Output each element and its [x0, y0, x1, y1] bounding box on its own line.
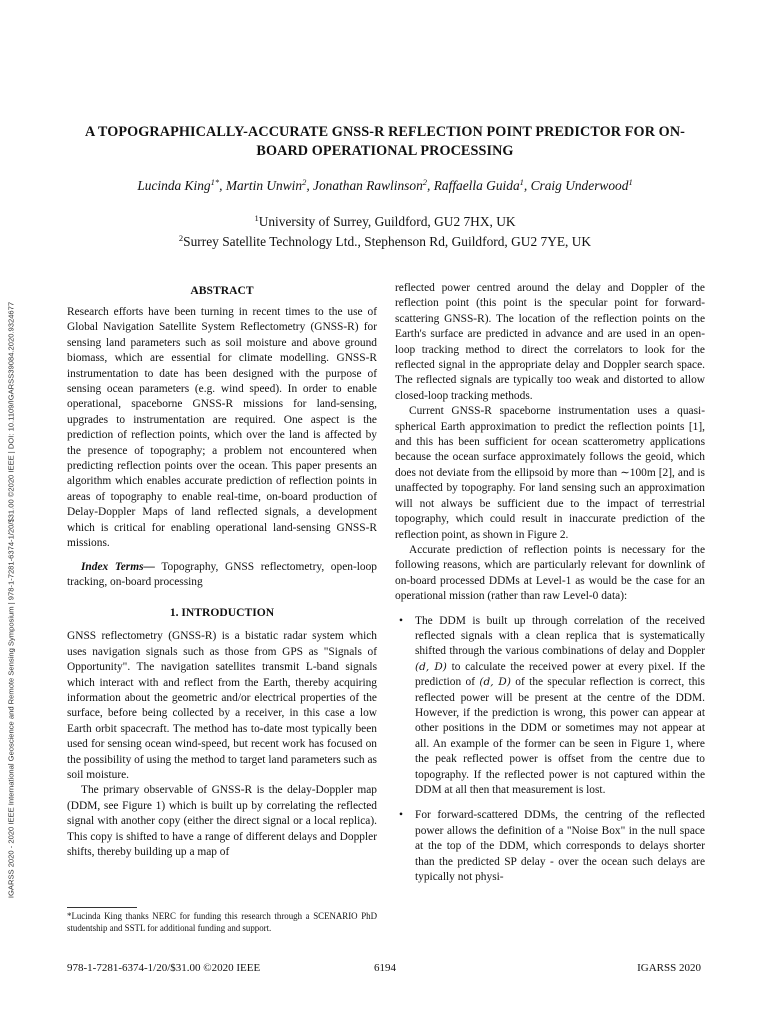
intro-paragraph-1: GNSS reflectometry (GNSS-R) is a bistatic radar system which uses navigation signals such as those from GPS as "Signals of Opportunity". The navigation satellites transmit L-band signals which interact with and reflect from the Earth, thereby acquiring information about the geometric and/or electrical properties of the surface, before being collected by a receiver, in this case a low Earth orbit spacecraft. The method has to-date most typically been used for sensing ocean wind-speed, but recent work has focused on the possibility of using the method to target land parameters such as soil moisture. [67, 630, 377, 781]
side-identifier-text: IGARSS 2020 - 2020 IEEE International Geoscience and Remote Sensing Symposium | 978-1-7281-6374-1/20/$31.00 ©2020 IEEE | DOI: 10.1109/IGARSS39084.2020.9324677 [6, 301, 16, 899]
list-item [395, 614, 705, 799]
right-column [395, 284, 705, 895]
math-expression: (d, D) [415, 660, 447, 673]
index-terms-label: Index Terms— [81, 560, 155, 573]
author-affiliation-mark: 1 [628, 177, 633, 187]
left-column [67, 284, 377, 860]
bullet-icon: • [399, 809, 403, 822]
paper-title: A TOPOGRAPHICALLY-ACCURATE GNSS-R REFLECTION POINT PREDICTOR FOR ON-BOARD OPERATIONAL PROCESSING [84, 124, 685, 159]
affiliation-mark: 2 [178, 233, 184, 243]
side-identifier-strip [3, 220, 19, 980]
affiliation-text: Surrey Satellite Technology Ltd., Stephenson Rd, Guildford, GU2 7YE, UK [183, 234, 592, 249]
list-item [395, 808, 705, 885]
author-affiliation-mark: 2 [422, 177, 428, 187]
author-list: Lucinda King$^{1*}$, Martin Unwin$^2$, Jonathan Rawlinson$^2$, Raffaella Guida$^1$, Craig Underwood$^1$ [137, 177, 633, 193]
right-paragraph-3: Accurate prediction of reflection points is necessary for the following reasons, which are particularly relevant for downlink of on-board processed DDMs at Level-1 as would be the case for an operational mission (rather than raw Level-0 data): [395, 543, 705, 603]
intro-paragraph-2: The primary observable of GNSS-R is the delay-Doppler map (DDM, see Figure 1) which is built up by correlating the reflected signal with another copy (either the direct signal or a local replica). This copy is shifted to have a range of different delays and Doppler shifts, thereby building up a map of [67, 784, 377, 858]
affiliation-1 [70, 213, 700, 230]
page-number: 6194 [374, 962, 396, 974]
math-expression: (d, D) [479, 676, 511, 689]
author-name: Martin Unwin [225, 178, 303, 193]
abstract-heading: ABSTRACT [190, 284, 254, 297]
bullet-text-part: The DDM is built up through correlation of the received reflected signals with a clean replica that is systematically shifted through the various combinations of delay and Doppler [415, 614, 705, 658]
bullet-text-part: to calculate the received power at every pixel. If the prediction of [415, 660, 705, 689]
bullet-text [415, 614, 705, 799]
bullet-text: For forward-scattered DDMs, the centring of the reflected power allows the definition of a "Noise Box" in the null space at the top of the DDM, which corresponds to delays shorter than the predicted SP delay - over the ocean such delays are typically not physi- [415, 809, 705, 884]
affiliation-text: University of Surrey, Guildford, GU2 7HX, UK [258, 214, 516, 229]
author-name: Jonathan Rawlinson [313, 178, 423, 193]
footer-copyright: 978-1-7281-6374-1/20/$31.00 ©2020 IEEE [67, 962, 261, 974]
reasons-list [395, 614, 705, 886]
footer-conference: IGARSS 2020 [637, 962, 701, 974]
author-affiliation-mark: 1 [519, 177, 524, 187]
bullet-icon: • [399, 614, 403, 627]
bullet-text-part: of the specular reflection is correct, this reflected power will be present at the centre of the DDM. However, if the prediction is wrong, this power can appear at other positions in the DDM or sometimes may not appear at all. An example of the former can be seen in Figure 1, where the peak reflected power is offset from the centre due to topography. If the reflected power is not captured within the DDM at all then that measurement is lost. [415, 676, 705, 796]
footnote: *Lucinda King thanks NERC for funding this research through a SCENARIO PhD studentship and SSTL for additional funding and support. [67, 911, 377, 933]
affiliation-2 [70, 233, 700, 250]
author-name: Craig Underwood [530, 178, 629, 193]
index-terms-text: Topography, GNSS reflectometry, open-loop tracking, on-board processing [67, 560, 377, 588]
abstract-text: Research efforts have been turning in recent times to the use of Global Navigation Satellite System Reflectometry (GNSS-R) for sensing land parameters such as soil moisture and above ground biomass, which are essential for climate modelling. GNSS-R instrumentation to date has been designed with the purpose of sensing ocean parameters (e.g. wind speed). In order to enable operational, spaceborne GNSS-R missions for land-sensing, upgrades to instrumentation are required. One aspect is the prediction of reflection points, which over the land is affected by the presence of topography; a problem not encountered when predicting reflection points over the ocean. This paper presents an algorithm which enables accurate prediction of reflection points in areas of topography to enable real-time, on-board production of Delay-Doppler Maps of land reflected signals, a development which is critical for enabling operational land-sensing GNSS-R missions. [67, 306, 377, 550]
right-paragraph-2: Current GNSS-R spaceborne instrumentation uses a quasi-spherical Earth approximation to predict the reflection points [1], and this has been sufficient for ocean scatterometry applications because the ocean surface approximately follows the geoid, which does not deviate from the ellipsoid by more than ∼100m [2], and is unaffected by topography. For land sensing such an approximation will not always be sufficient due to the impact of terrestrial topography, which could result in inaccurate prediction of the reflection point, as shown in Figure 2. [395, 405, 705, 541]
author-name: Raffaella Guida [433, 178, 520, 193]
introduction-heading: 1. INTRODUCTION [169, 606, 275, 620]
affiliation-mark: 1 [254, 213, 259, 223]
index-terms [67, 560, 377, 591]
author-affiliation-mark: 2 [302, 177, 307, 187]
author-name: Lucinda King [137, 178, 211, 193]
right-paragraph-1: reflected power centred around the delay and Doppler of the reflection point (this point is the specular point for forward-scattering GNSS-R). The location of the reflection points on the Earth's surface are predicted in advance and are used in an open-loop tracking method to direct the correlators to look for the reflected signal in the appropriate delay and Doppler search space. The reflected signals are typically too weak and distorted to allow closed-loop tracking methods. [395, 282, 705, 402]
author-affiliation-mark: 1* [210, 177, 220, 187]
footnote-divider [67, 907, 137, 908]
